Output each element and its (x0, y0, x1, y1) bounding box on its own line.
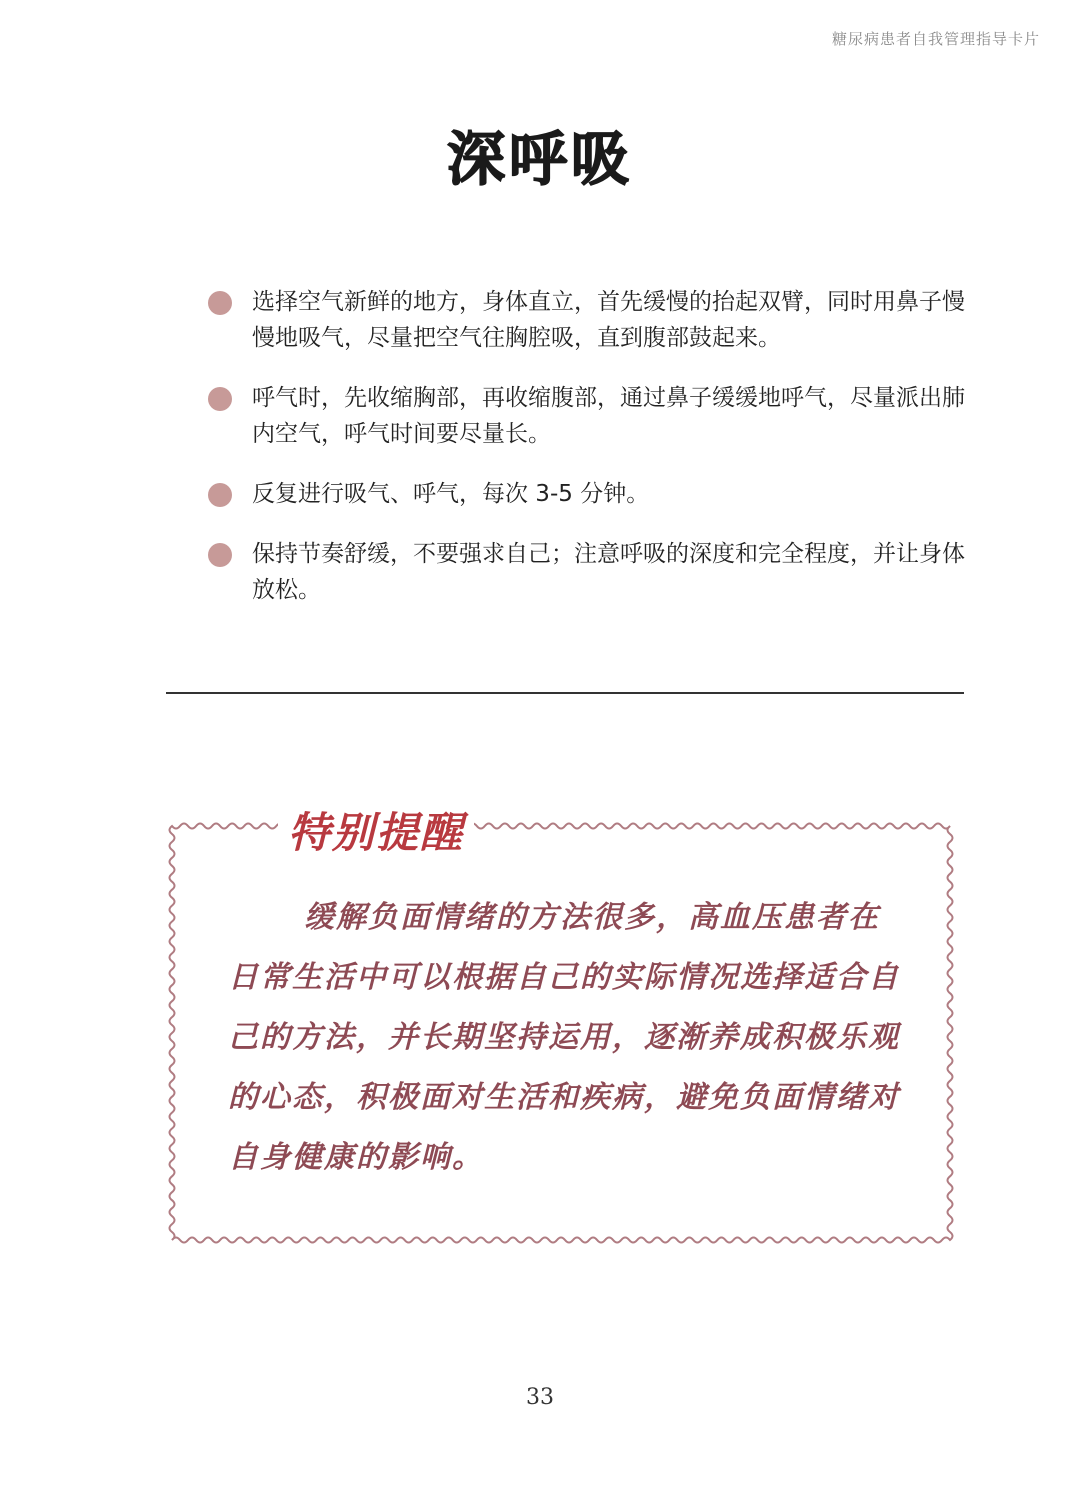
bullet-dot-icon (208, 291, 232, 315)
list-item-text: 选择空气新鲜的地方，身体直立，首先缓慢的抬起双臂，同时用鼻子慢慢地吸气，尽量把空气往胸腔吸，直到腹部鼓起来。 (252, 289, 965, 351)
reminder-title: 特别提醒 (278, 800, 474, 860)
list-item-text: 呼气时，先收缩胸部，再收缩腹部，通过鼻子缓缓地呼气，尽量派出肺内空气，呼气时间要尽量长。 (252, 385, 965, 447)
section-divider (166, 692, 964, 694)
list-item (208, 476, 968, 512)
list-item-text: 反复进行吸气、呼气，每次 3-5 分钟。 (252, 481, 650, 507)
bullet-dot-icon (208, 387, 232, 411)
list-item (208, 380, 968, 452)
instruction-list (208, 284, 968, 632)
reminder-body: 缓解负面情绪的方法很多，高血压患者在日常生活中可以根据自己的实际情况选择适合自己的方法，并长期坚持运用，逐渐养成积极乐观的心态，积极面对生活和疾病，避免负面情绪对自身健康的影响。 (228, 900, 900, 1175)
page-title: 深呼吸 (446, 125, 633, 193)
list-item (208, 284, 968, 356)
page-number: 33 (526, 1385, 554, 1410)
list-item-text: 保持节奏舒缓，不要强求自己；注意呼吸的深度和完全程度，并让身体放松。 (252, 541, 965, 603)
header-note: 糖尿病患者自我管理指导卡片 (831, 30, 1040, 48)
bullet-dot-icon (208, 483, 232, 507)
bullet-dot-icon (208, 543, 232, 567)
list-item (208, 536, 968, 608)
